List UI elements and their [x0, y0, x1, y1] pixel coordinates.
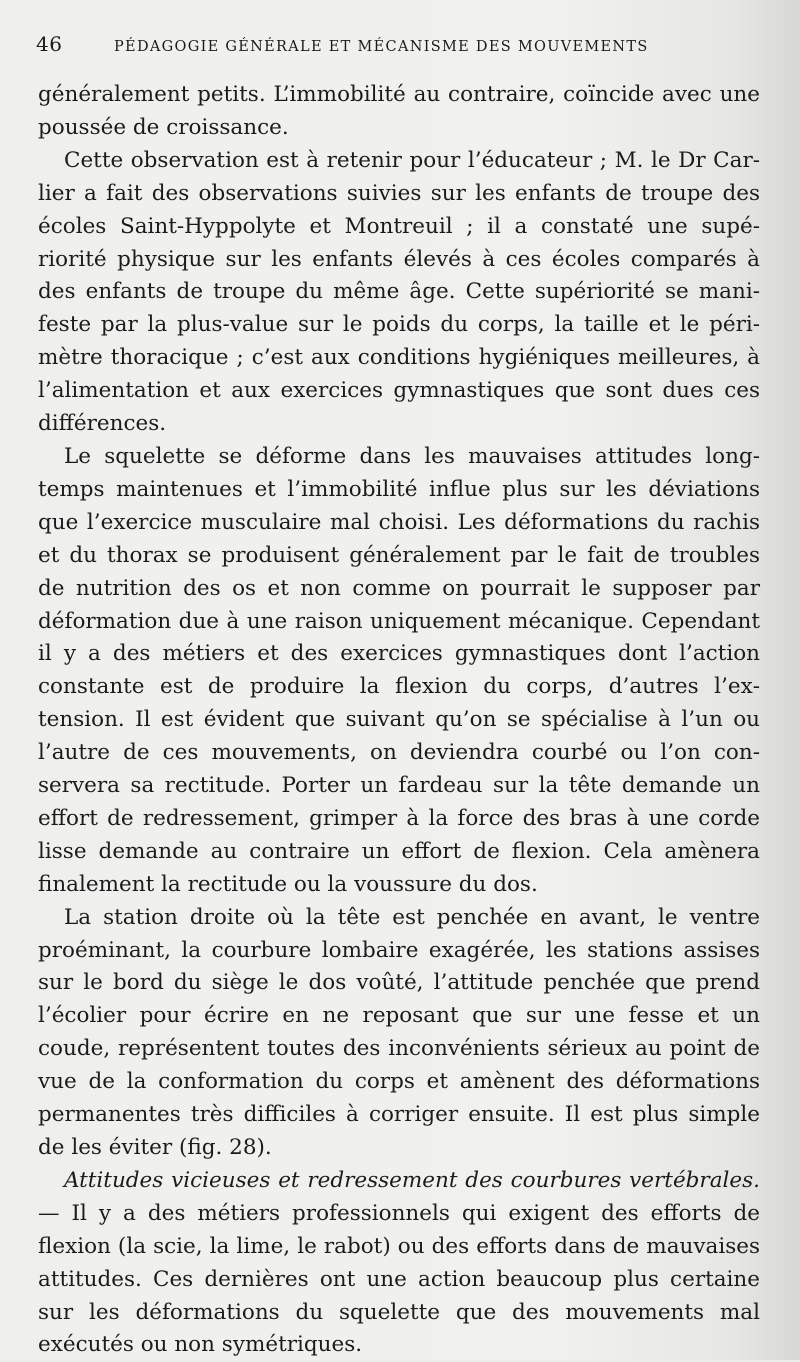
running-title: PÉDAGOGIE GÉNÉRALE ET MÉCANISME DES MOUVEMENTS — [114, 39, 649, 55]
body-text — [38, 79, 760, 1362]
section-lead-italic: Attitudes vicieuses et redressement des courbures vertébrales. — [64, 1167, 760, 1193]
paragraph-observation: Cette observation est à retenir pour l’éducateur ; M. le Dr Carlier a fait des observations suivies sur les enfants de troupe des écoles Saint-Hyppolyte et Montreuil ; il a constaté une supériorité physique sur les enfants élevés à ces écoles comparés à des enfants de troupe du même âge. Cette supériorité se manifeste par la plus-value sur le poids du corps, la taille et le périmètre thoracique ; c’est aux conditions hygiéniques meilleures, à l’alimentation et aux exercices gymnastiques que sont dues ces différences. — [38, 147, 760, 437]
page-number: 46 — [36, 32, 63, 56]
paragraph-posture: La station droite où la tête est penchée en avant, le ventre proéminant, la courbure lombaire exagérée, les stations assises sur le bord du siège le dos voûté, l’attitude penchée que prend l’écolier pour écrire en ne reposant que sur une fesse et un coude, représentent toutes des inconvénients sérieux au point de vue de la conformation du corps et amènent des déformations permanentes très difficiles à corriger ensuite. Il est plus simple de les éviter (fig. 28). — [38, 904, 760, 1160]
paragraph-vicious-attitudes — [38, 1165, 760, 1362]
paragraph-continuation: généralement petits. L’immobilité au contraire, coïncide avec une poussée de croissance. — [38, 82, 760, 140]
paragraph-vicious-attitudes-text: — Il y a des métiers professionnels qui exigent des efforts de flexion (la scie, la lime, le rabot) ou des efforts dans de mauvaises attitudes. Ces dernières ont une action beaucoup plus certaine sur les déformations du squelette que des mouvements mal exécutés ou non symétriques. — [38, 1200, 760, 1358]
page-header — [36, 32, 744, 66]
paragraph-skeleton: Le squelette se déforme dans les mauvaises attitudes longtemps maintenues et l’immobilité influe plus sur les déviations que l’exercice musculaire mal choisi. Les déformations du rachis et du thorax se produisent généralement par le fait de troubles de nutrition des os et non comme on pourrait le supposer par déformation due à une raison uniquement mécanique. Cependant il y a des métiers et des exercices gymnastiques dont l’action constante est de produire la flexion du corps, d’autres l’extension. Il est évident que suivant qu’on se spécialise à l’un ou l’autre de ces mouvements, on deviendra courbé ou l’on conservera sa rectitude. Porter un fardeau sur la tête demande un effort de redressement, grimper à la force des bras à une corde lisse demande au contraire un effort de flexion. Cela amènera finalement la rectitude ou la voussure du dos. — [38, 443, 760, 897]
